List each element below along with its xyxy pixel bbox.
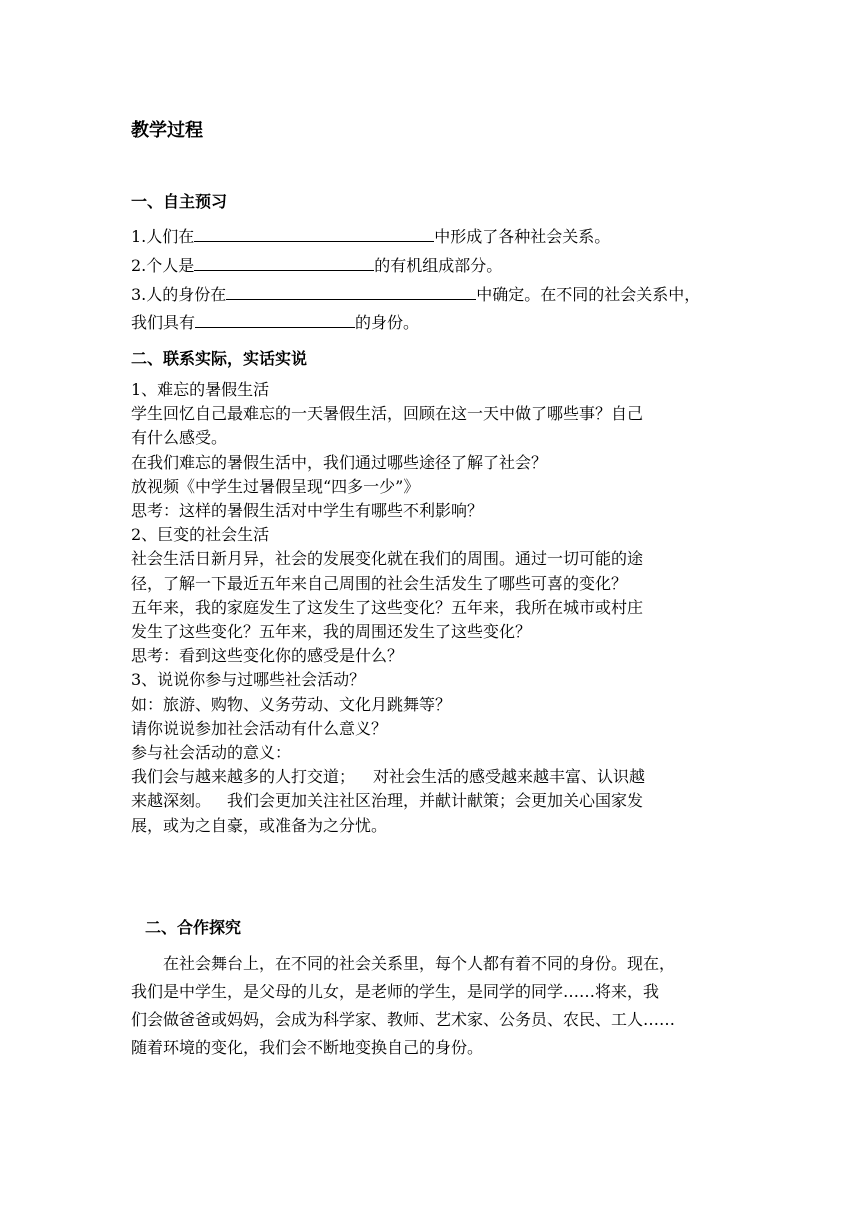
text-line: 展，或为之自豪，或准备为之分忧。 <box>131 815 388 835</box>
cooperation-body <box>131 950 731 1062</box>
text-line: 五年来，我的家庭发生了这发生了这些变化？五年来，我所在城市或村庄 <box>131 597 644 617</box>
text-line: 随着环境的变化，我们会不断地变换自己的身份。 <box>131 1038 484 1057</box>
section-heading-cooperation: 二、合作探究 <box>145 918 242 937</box>
answer-blank-2[interactable] <box>194 254 374 271</box>
meaning-point-2: 对社会生活的感受越来越丰富、认识越 <box>373 767 646 787</box>
text-line: 径，了解一下最近五年来自己周围的社会生活发生了哪些可喜的变化？ <box>131 573 628 593</box>
question-3-suffix: 中确定。在不同的社会关系中， <box>476 285 701 304</box>
section-heading-preview: 一、自主预习 <box>131 192 228 211</box>
question-3b-prefix: 我们具有 <box>131 313 196 332</box>
question-2-prefix: 2.个人是 <box>131 256 195 275</box>
text-line: 请你说说参加社会活动有什么意义？ <box>131 718 388 738</box>
text-line: 1、难忘的暑假生活 <box>131 380 270 399</box>
text-line: 学生回忆自己最难忘的一天暑假生活，回顾在这一天中做了哪些事？自己 <box>131 404 644 424</box>
question-1-suffix: 中形成了各种社会关系。 <box>434 227 611 246</box>
text-line: 放视频《中学生过暑假呈现“四多一少”》 <box>131 476 420 496</box>
question-3b-suffix: 的身份。 <box>355 313 420 332</box>
question-1-prefix: 1.人们在 <box>131 227 195 246</box>
practice-body <box>131 378 731 838</box>
text-line <box>131 765 731 789</box>
question-2-suffix: 的有机组成部分。 <box>374 256 503 275</box>
question-3 <box>131 283 700 307</box>
meaning-point-1: 我们会与越来越多的人打交道； <box>131 767 356 787</box>
text-line: 在我们难忘的暑假生活中，我们通过哪些途径了解了社会？ <box>131 452 548 472</box>
question-3-continued <box>131 311 419 335</box>
text-line: 我们是中学生，是父母的儿女，是老师的学生，是同学的同学……将来，我 <box>131 982 660 1001</box>
text-line: 发生了这些变化？五年来，我的周围还发生了这些变化？ <box>131 622 532 642</box>
text-line: 在社会舞台上，在不同的社会关系里，每个人都有着不同的身份。现在， <box>163 954 676 973</box>
answer-blank-3[interactable] <box>226 283 476 300</box>
section-heading-practice: 二、联系实际，实话实说 <box>131 349 308 368</box>
text-line: 有什么感受。 <box>131 428 228 448</box>
meaning-point-3: 我们会更加关注社区治理，并献计献策；会更加关心国家发 <box>227 791 644 811</box>
text-line <box>131 789 731 813</box>
answer-blank-4[interactable] <box>195 311 355 328</box>
question-1 <box>131 225 610 249</box>
text-line: 如：旅游、购物、义务劳动、文化月跳舞等？ <box>131 694 452 714</box>
text-line: 2、巨变的社会生活 <box>131 525 270 545</box>
text-line: 3、说说你参与过哪些社会活动？ <box>131 670 366 690</box>
answer-blank-1[interactable] <box>194 225 434 242</box>
document-title: 教学过程 <box>131 120 203 141</box>
text-line: 社会生活日新月异，社会的发展变化就在我们的周围。通过一切可能的途 <box>131 549 644 569</box>
question-2 <box>131 254 502 278</box>
question-3-prefix: 3.人的身份在 <box>131 285 227 304</box>
text-line: 参与社会活动的意义： <box>131 743 292 763</box>
meaning-point-2-end: 来越深刻。 <box>131 791 212 811</box>
text-line: 思考：看到这些变化你的感受是什么？ <box>131 646 404 666</box>
text-line: 们会做爸爸或妈妈，会成为科学家、教师、艺术家、公务员、农民、工人…… <box>131 1010 676 1029</box>
text-line: 思考：这样的暑假生活对中学生有哪些不利影响？ <box>131 501 484 521</box>
